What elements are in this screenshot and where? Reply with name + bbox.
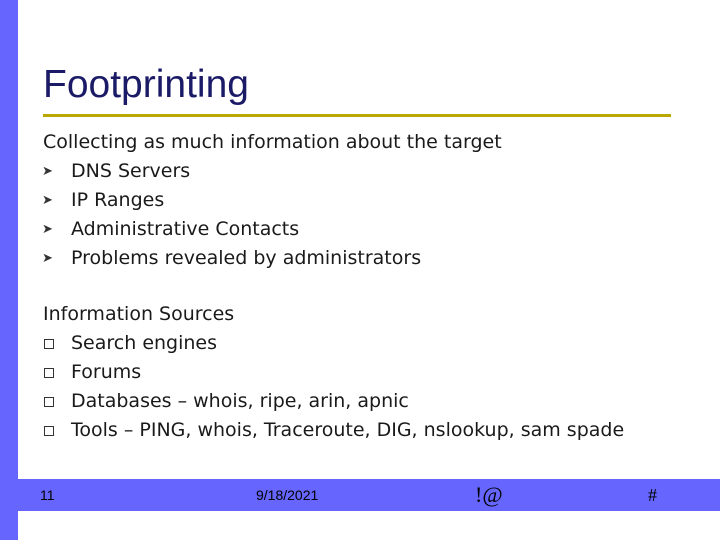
chevron-right-icon: ➤ <box>42 222 53 237</box>
square-bullet-icon <box>43 339 71 349</box>
list-item-label: DNS Servers <box>71 160 191 182</box>
square-bullet-icon <box>43 368 71 378</box>
list-item-label: Databases – whois, ripe, arin, apnic <box>71 390 409 412</box>
footer-hash: # <box>648 485 657 505</box>
list-item-label: Administrative Contacts <box>71 218 300 240</box>
section-heading-sources: Information Sources <box>43 303 235 325</box>
square-bullet-icon <box>43 397 71 407</box>
square-bullet-icon <box>43 426 71 436</box>
section-heading-collecting: Collecting as much information about the target <box>43 131 502 153</box>
chevron-right-icon: ➤ <box>42 164 53 179</box>
list-item <box>43 157 703 186</box>
chevron-right-icon: ➤ <box>42 193 53 208</box>
slide-content <box>43 128 703 445</box>
list-item <box>43 329 703 358</box>
list-item-label: Tools – PING, whois, Traceroute, DIG, nslookup, sam spade <box>71 419 625 441</box>
list-item <box>43 244 703 273</box>
section-spacer <box>43 273 703 300</box>
left-accent-divider <box>18 0 19 540</box>
footer-bar <box>18 479 720 511</box>
list-item <box>43 387 703 416</box>
list-item-label: Problems revealed by administrators <box>71 247 422 269</box>
list-item <box>43 215 703 244</box>
chevron-right-icon: ➤ <box>42 251 53 266</box>
list-item <box>43 358 703 387</box>
slide-number: 11 <box>40 487 55 503</box>
left-accent-bar <box>0 0 18 540</box>
list-item-label: IP Ranges <box>71 189 165 211</box>
footer-mark: !@ <box>475 482 503 507</box>
list-item <box>43 186 703 215</box>
slide-title: Footprinting <box>43 63 249 106</box>
list-item <box>43 416 703 445</box>
list-item-label: Search engines <box>71 332 218 354</box>
footer-date: 9/18/2021 <box>256 487 319 503</box>
list-item-label: Forums <box>71 361 142 383</box>
title-underline <box>43 114 671 117</box>
